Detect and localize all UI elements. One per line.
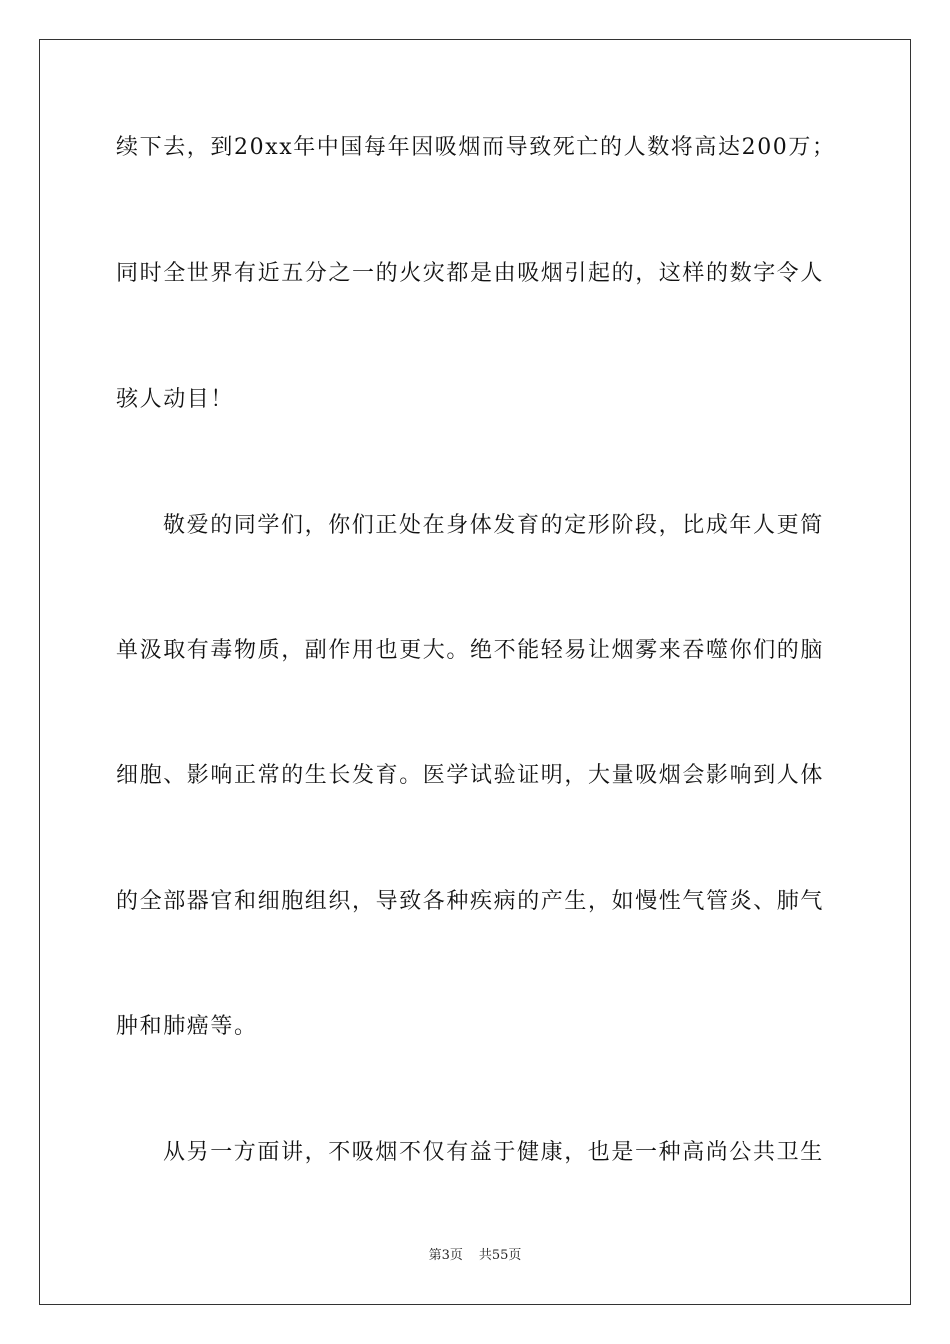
- body-text-line: 单汲取有毒物质，副作用也更大。绝不能轻易让烟雾来吞噬你们的脑: [116, 638, 825, 663]
- paragraph-first-line: 敬爱的同学们，你们正处在身体发育的定形阶段，比成年人更简: [163, 513, 824, 538]
- page-total: 共55页: [478, 1248, 522, 1263]
- body-text-line: 续下去，到20xx年中国每年因吸烟而导致死亡的人数将高达200万；: [116, 135, 836, 160]
- page-frame: [39, 39, 911, 1305]
- page-number: 第3页: [428, 1248, 463, 1263]
- body-text-line: 的全部器官和细胞组织，导致各种疾病的产生，如慢性气管炎、肺气: [116, 889, 825, 914]
- body-text-line: 肿和肺癌等。: [116, 1014, 258, 1039]
- page-footer: [0, 1247, 950, 1265]
- body-text-line: 细胞、影响正常的生长发育。医学试验证明，大量吸烟会影响到人体: [116, 763, 825, 788]
- body-text-line: 骇人动目！: [116, 387, 235, 412]
- body-text-line: 同时全世界有近五分之一的火灾都是由吸烟引起的，这样的数字令人: [116, 261, 825, 286]
- paragraph-first-line: 从另一方面讲，不吸烟不仅有益于健康，也是一种高尚公共卫生: [163, 1140, 824, 1165]
